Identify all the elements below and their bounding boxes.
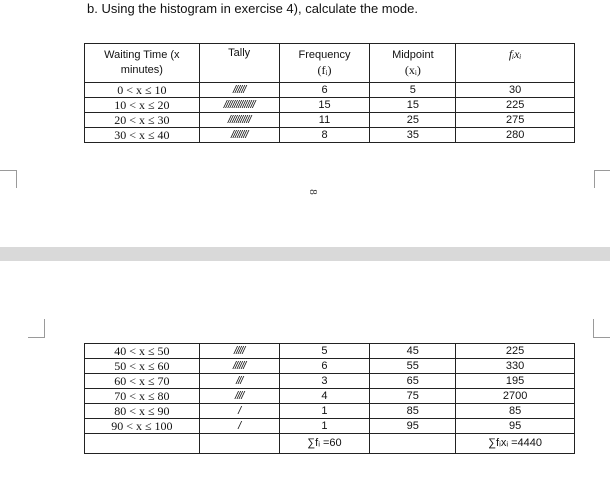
midpoint-header <box>370 44 456 83</box>
interval-cell: 70 < x ≤ 80 <box>85 389 200 404</box>
table-row <box>85 344 575 359</box>
page-marker: 8 <box>306 189 319 195</box>
frequency-cell: 11 <box>279 113 370 128</box>
page-gap <box>0 247 610 261</box>
table-row <box>85 389 575 404</box>
tally-cell: /// <box>199 374 279 389</box>
exercise-heading: b. Using the histogram in exercise 4), calculate the mode. <box>87 1 418 16</box>
midpoint-cell: 95 <box>370 419 456 434</box>
midpoint-cell: 75 <box>370 389 456 404</box>
empty-cell <box>85 434 200 454</box>
interval-cell: 60 < x ≤ 70 <box>85 374 200 389</box>
midpoint-cell: 35 <box>370 128 456 143</box>
table-row <box>85 98 575 113</box>
tally-cell: //////// <box>199 128 279 143</box>
fx-cell: 2700 <box>456 389 575 404</box>
frequency-table-2 <box>84 343 575 454</box>
table-row <box>85 419 575 434</box>
interval-cell: 90 < x ≤ 100 <box>85 419 200 434</box>
table-row <box>85 374 575 389</box>
document-page-2 <box>0 261 610 484</box>
tally-header: Tally <box>199 44 279 83</box>
fx-cell: 30 <box>456 83 575 98</box>
tally-cell: /////////// <box>199 113 279 128</box>
midpoint-cell: 45 <box>370 344 456 359</box>
tally-cell: / <box>199 419 279 434</box>
midpoint-cell: 65 <box>370 374 456 389</box>
fx-cell: 85 <box>456 404 575 419</box>
interval-cell: 30 < x ≤ 40 <box>85 128 200 143</box>
frequency-header-line2: (fᵢ) <box>317 63 332 77</box>
frequency-cell: 6 <box>279 83 370 98</box>
tally-cell: /////////////// <box>199 98 279 113</box>
table-row <box>85 359 575 374</box>
fx-cell: 330 <box>456 359 575 374</box>
table-row <box>85 128 575 143</box>
empty-cell <box>370 434 456 454</box>
frequency-cell: 1 <box>279 419 370 434</box>
table-row <box>85 83 575 98</box>
midpoint-cell: 15 <box>370 98 456 113</box>
frequency-cell: 5 <box>279 344 370 359</box>
fx-cell: 280 <box>456 128 575 143</box>
midpoint-cell: 85 <box>370 404 456 419</box>
interval-cell: 40 < x ≤ 50 <box>85 344 200 359</box>
tally-cell: ///// <box>199 344 279 359</box>
waiting-time-header <box>85 44 200 83</box>
fx-cell: 95 <box>456 419 575 434</box>
midpoint-cell: 55 <box>370 359 456 374</box>
totals-row <box>85 434 575 454</box>
frequency-cell: 3 <box>279 374 370 389</box>
midpoint-header-line1: Midpoint <box>392 49 434 61</box>
frequency-cell: 8 <box>279 128 370 143</box>
fx-cell: 225 <box>456 344 575 359</box>
frequency-cell: 1 <box>279 404 370 419</box>
total-frequency-cell: ∑fᵢ =60 <box>279 434 370 454</box>
interval-cell: 0 < x ≤ 10 <box>85 83 200 98</box>
interval-cell: 10 < x ≤ 20 <box>85 98 200 113</box>
tally-cell: / <box>199 404 279 419</box>
total-fx-cell: ∑fᵢxᵢ =4440 <box>456 434 575 454</box>
frequency-cell: 4 <box>279 389 370 404</box>
table-header-row <box>85 44 575 83</box>
tally-cell: ////// <box>199 359 279 374</box>
midpoint-cell: 25 <box>370 113 456 128</box>
frequency-header-line1: Frequency <box>298 49 351 61</box>
interval-cell: 80 < x ≤ 90 <box>85 404 200 419</box>
midpoint-cell: 5 <box>370 83 456 98</box>
frequency-header <box>279 44 370 83</box>
tally-cell: ////// <box>199 83 279 98</box>
empty-cell <box>199 434 279 454</box>
table-row <box>85 113 575 128</box>
fx-cell: 275 <box>456 113 575 128</box>
fx-cell: 225 <box>456 98 575 113</box>
fx-cell: 195 <box>456 374 575 389</box>
interval-cell: 20 < x ≤ 30 <box>85 113 200 128</box>
frequency-table-1 <box>84 43 575 143</box>
frequency-cell: 15 <box>279 98 370 113</box>
table-row <box>85 404 575 419</box>
waiting-time-header-line2: minutes) <box>120 64 163 76</box>
interval-cell: 50 < x ≤ 60 <box>85 359 200 374</box>
frequency-cell: 6 <box>279 359 370 374</box>
tally-cell: //// <box>199 389 279 404</box>
midpoint-header-line2: (xᵢ) <box>404 63 421 77</box>
fx-header: fᵢxᵢ <box>456 44 575 83</box>
waiting-time-header-line1: Waiting Time (x <box>104 49 180 61</box>
